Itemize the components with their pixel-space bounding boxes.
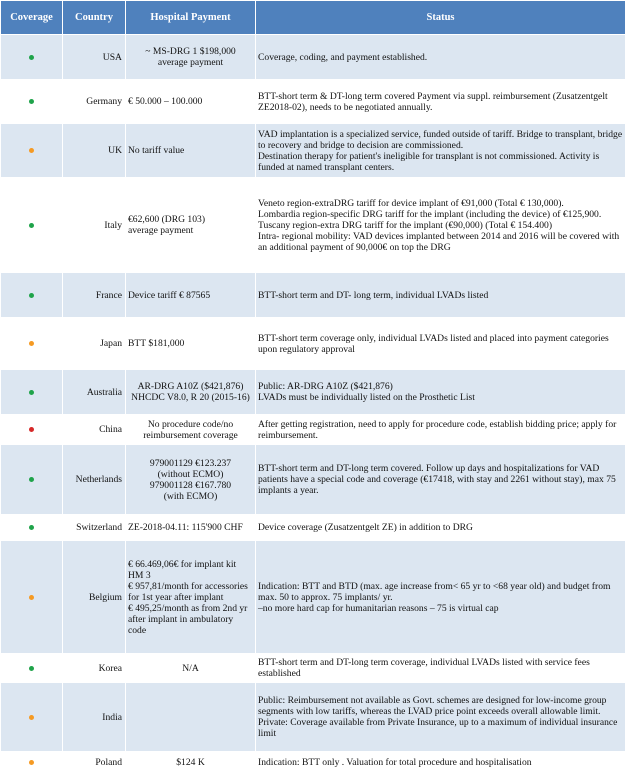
hospital-payment-cell [126,80,256,124]
status-line: LVADs must be individually listed on the Prosthetic List [258,392,623,403]
status-line: BTT-short term coverage only, individual LVADs listed and placed into payment categories upon regulatory approval [258,333,623,355]
hospital-payment-line: No tariff value [128,145,253,156]
coverage-cell [1,35,63,80]
status-line: Private: Coverage available from Private Insurance, up to a maximum of individual insurance limit [258,717,623,739]
status-line: Veneto region-extraDRG tariff for device implant of €91,000 (Total € 130,000). [258,198,623,209]
hospital-payment-cell [126,178,256,273]
hospital-payment-cell [126,273,256,318]
status-cell [256,370,625,415]
table-row [1,445,625,515]
country-cell: Korea [63,654,126,683]
coverage-orange-dot-icon [29,148,34,153]
status-line: Indication: BTT only . Valuation for total procedure and hospitalisation [258,757,623,768]
coverage-cell [1,370,63,415]
status-cell [256,273,625,318]
country-cell: China [63,415,126,445]
hospital-payment-line: BTT $181,000 [128,338,253,349]
coverage-green-dot-icon [29,525,34,530]
hospital-payment-line: 979001129 €123.237 [128,458,253,469]
header-hospital-payment: Hospital Payment [126,1,256,35]
hospital-payment-line: average payment [128,225,253,236]
hospital-payment-line: (without ECMO) [128,469,253,480]
table-row [1,415,625,445]
coverage-orange-dot-icon [29,760,34,765]
status-cell [256,654,625,683]
header-coverage: Coverage [1,1,63,35]
hospital-payment-line: 979001128 €167.780 [128,480,253,491]
coverage-green-dot-icon [29,55,34,60]
hospital-payment-line: AR-DRG A10Z ($421,876) [128,381,253,392]
table-body [1,35,625,774]
coverage-orange-dot-icon [29,595,34,600]
hospital-payment-line: €62,600 (DRG 103) [128,214,253,225]
table-row [1,80,625,124]
country-cell: Belgium [63,541,126,654]
coverage-orange-dot-icon [29,715,34,720]
hospital-payment-cell [126,415,256,445]
table-row [1,370,625,415]
hospital-payment-line: reimbursement coverage [128,430,253,441]
country-cell: Switzerland [63,515,126,541]
country-cell: UK [63,124,126,178]
hospital-payment-line: (with ECMO) [128,491,253,502]
table-row [1,541,625,654]
hospital-payment-line: Device tariff € 87565 [128,290,253,301]
status-line: Tuscany region-extra DRG tariff for the implant (€90,000) (Total € 154.400) [258,220,623,231]
status-line: After getting registration, need to apply for procedure code, establish bidding price; apply for reimbursement. [258,419,623,441]
hospital-payment-line: € 50.000 – 100.000 [128,96,253,107]
hospital-payment-line: ZE-2018-04.11: 115'900 CHF [128,522,253,533]
coverage-cell [1,515,63,541]
hospital-payment-cell [126,124,256,178]
coverage-cell [1,445,63,515]
table-row [1,318,625,370]
country-cell: Italy [63,178,126,273]
status-line: BTT-short term and DT- long term, individual LVADs listed [258,290,623,301]
status-line: Destination therapy for patient's ineligible for transplant is not commissioned. Activity is funded at named transplant centers. [258,151,623,173]
status-cell [256,318,625,370]
table-row [1,683,625,752]
table-row [1,654,625,683]
status-line: Device coverage (Zusatzentgelt ZE) in addition to DRG [258,522,623,533]
country-cell: Poland [63,752,126,774]
header-country: Country [63,1,126,35]
status-line: VAD implantation is a specialized service, funded outside of tariff. Bridge to transplant, bridge to recovery and bridge to decision are commissioned. [258,129,623,151]
status-cell [256,124,625,178]
status-cell [256,415,625,445]
coverage-cell [1,654,63,683]
status-cell [256,541,625,654]
status-line: –no more hard cap for humanitarian reasons – 75 is virtual cap [258,603,623,614]
coverage-orange-dot-icon [29,341,34,346]
hospital-payment-cell [126,515,256,541]
hospital-payment-line: ~ MS-DRG 1 $198,000 [128,46,253,57]
status-cell [256,35,625,80]
status-line: BTT-short term and DT-long term covered. Follow up days and hospitalizations for VAD patients have a special code and coverage (€17418, with stay and 2261 without stay), max 75 implants a year. [258,463,623,496]
hospital-payment-line: N/A [128,663,253,674]
header-row [1,1,625,35]
status-line: Coverage, coding, and payment established. [258,52,623,63]
table-row [1,35,625,80]
coverage-cell [1,80,63,124]
hospital-payment-line: € 495,25/month as from 2nd yr after implant in ambulatory code [128,603,253,636]
hospital-payment-cell [126,541,256,654]
coverage-cell [1,318,63,370]
country-cell: Netherlands [63,445,126,515]
coverage-cell [1,415,63,445]
hospital-payment-cell [126,683,256,752]
hospital-payment-line: € 957,81/month for accessories for 1st year after implant [128,581,253,603]
status-line: Public: AR-DRG A10Z ($421,876) [258,381,623,392]
status-line: Lombardia region-specific DRG tariff for the implant (including the device) of €125,900. [258,209,623,220]
table-row [1,273,625,318]
status-line: Intra- regional mobility: VAD devices implanted between 2014 and 2016 will be covered with an additional payment of 90,000€ on top the DRG [258,231,623,253]
status-cell [256,515,625,541]
coverage-cell [1,273,63,318]
status-line: BTT-short term & DT-long term covered Payment via suppl. reimbursement (Zusatzentgelt ZE2018-02), needs to be negotiated annually. [258,91,623,113]
country-cell: USA [63,35,126,80]
coverage-cell [1,683,63,752]
status-cell [256,683,625,752]
country-cell: Germany [63,80,126,124]
status-cell [256,80,625,124]
hospital-payment-line: NHCDC V8.0, R 20 (2015-16) [128,392,253,403]
hospital-payment-cell [126,370,256,415]
coverage-cell [1,124,63,178]
table-row [1,178,625,273]
hospital-payment-cell [126,35,256,80]
status-cell [256,178,625,273]
hospital-payment-line: $124 K [128,757,253,768]
coverage-green-dot-icon [29,477,34,482]
country-cell: France [63,273,126,318]
coverage-green-dot-icon [29,390,34,395]
status-line: BTT-short term and DT-long term coverage, individual LVADs listed with service fees established [258,657,623,679]
coverage-cell [1,178,63,273]
hospital-payment-line: average payment [128,57,253,68]
country-cell: India [63,683,126,752]
hospital-payment-line: € 66.469,06€ for implant kit HM 3 [128,559,253,581]
coverage-green-dot-icon [29,293,34,298]
hospital-payment-cell [126,445,256,515]
hospital-payment-line: No procedure code/no [128,419,253,430]
coverage-red-dot-icon [29,427,34,432]
status-line: Indication: BTT and BTD (max. age increase from< 65 yr to <68 year old) and budget from max. 50 to approx. 75 implants/ yr. [258,581,623,603]
status-line: Public: Reimbursement not available as Govt. schemes are designed for low-income group segments with low tariffs, whereas the LVAD price point exceeds overall allowable limit. [258,695,623,717]
country-cell: Japan [63,318,126,370]
hospital-payment-cell [126,318,256,370]
table-row [1,124,625,178]
country-cell: Australia [63,370,126,415]
header-status: Status [256,1,625,35]
coverage-green-dot-icon [29,99,34,104]
coverage-green-dot-icon [29,223,34,228]
table-row [1,515,625,541]
status-cell [256,445,625,515]
coverage-cell [1,541,63,654]
hospital-payment-cell [126,654,256,683]
coverage-green-dot-icon [29,666,34,671]
